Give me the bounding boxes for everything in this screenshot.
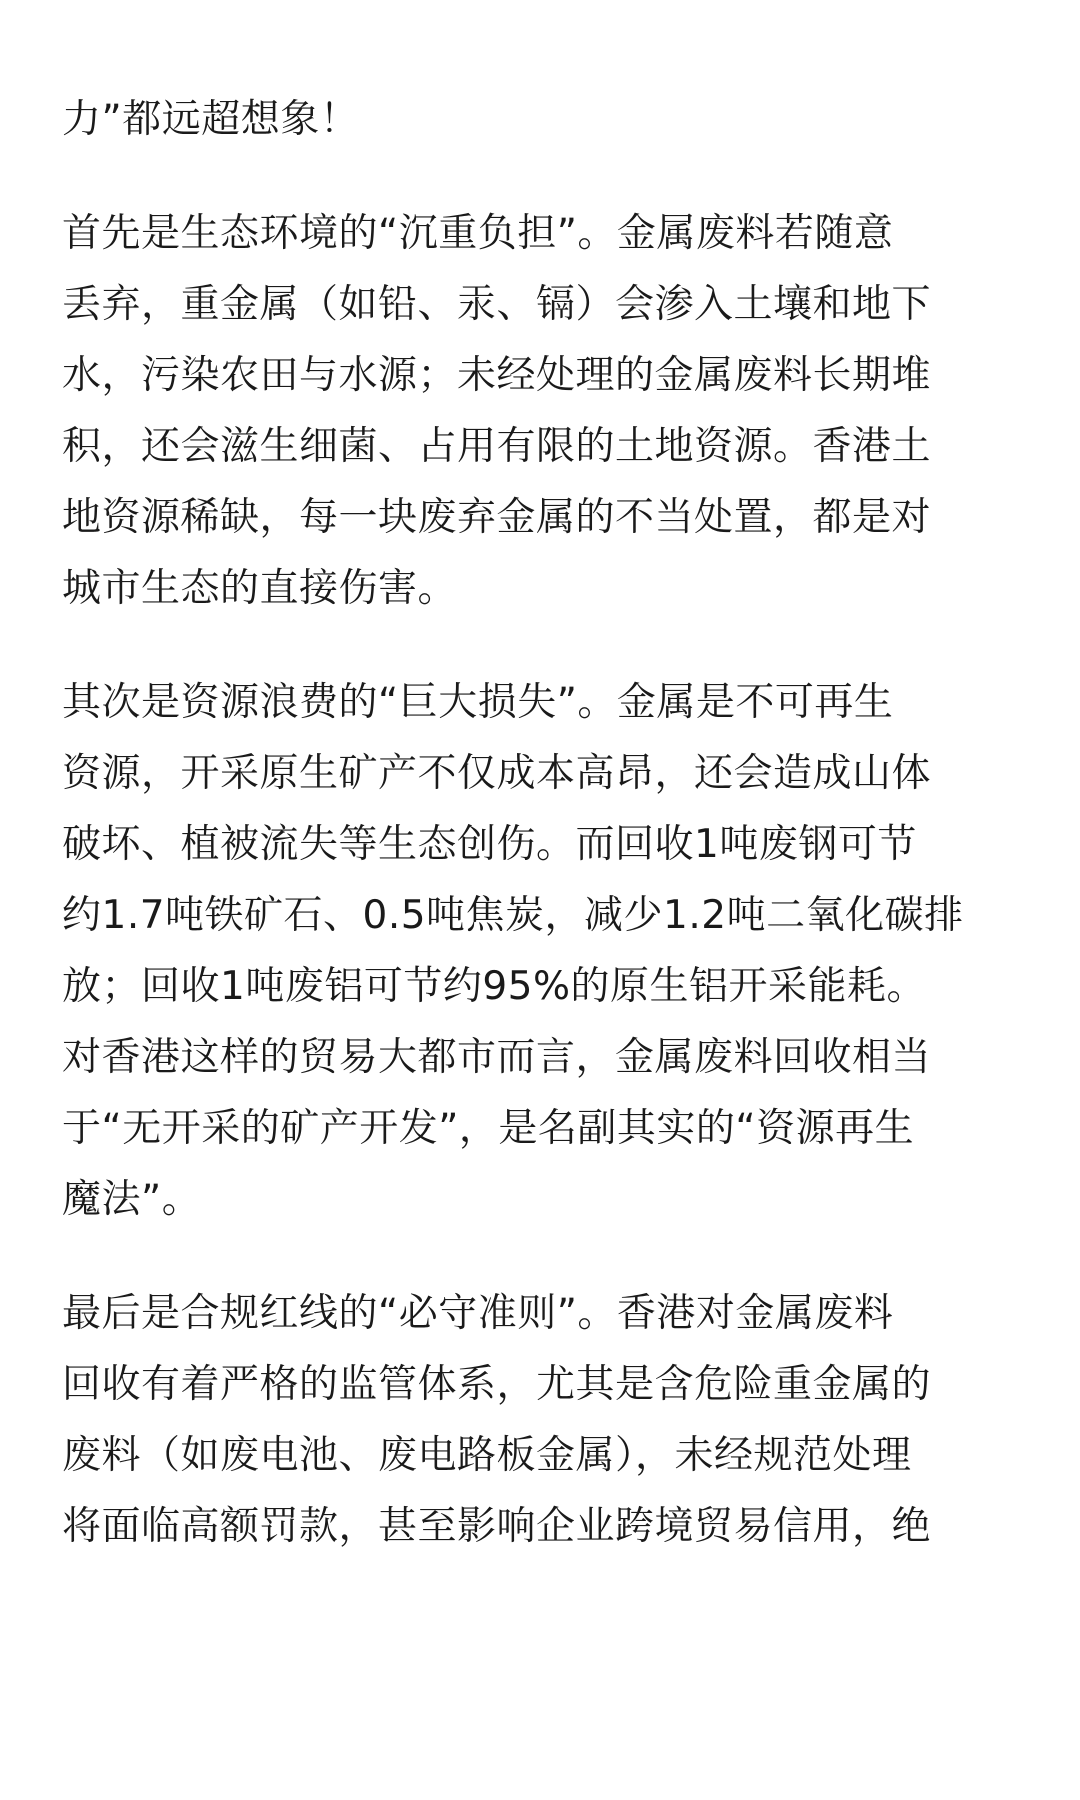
text-line: 约1.7吨铁矿石、0.5吨焦炭，减少1.2吨二氧化碳排 xyxy=(62,893,964,938)
text-line: 水，污染农田与水源；未经处理的金属废料长期堆 xyxy=(62,353,932,398)
text-line: 将面临高额罚款，甚至影响企业跨境贸易信用，绝 xyxy=(62,1504,932,1549)
text-line: 破坏、植被流失等生态创伤。而回收1吨废钢可节 xyxy=(62,822,917,867)
resource-paragraph xyxy=(62,667,1020,1235)
text-line: 资源，开采原生矿产不仅成本高昂，还会造成山体 xyxy=(62,751,932,796)
text-line: 丢弃，重金属（如铅、汞、镉）会渗入土壤和地下 xyxy=(62,282,932,327)
text-line: 最后是合规红线的“必守准则”。香港对金属废料 xyxy=(62,1291,894,1336)
compliance-paragraph xyxy=(62,1278,1020,1562)
text-line: 城市生态的直接伤害。 xyxy=(62,566,458,611)
text-line: 首先是生态环境的“沉重负担”。金属废料若随意 xyxy=(62,211,894,256)
text-line: 放；回收1吨废铝可节约95%的原生铝开采能耗。 xyxy=(62,964,926,1009)
text-line: 积，还会滋生细菌、占用有限的土地资源。香港土 xyxy=(62,424,932,469)
intro-paragraph xyxy=(62,84,1020,155)
text-line: 魔法”。 xyxy=(62,1177,202,1222)
environment-paragraph xyxy=(62,198,1020,624)
text-line: 于“无开采的矿产开发”，是名副其实的“资源再生 xyxy=(62,1106,915,1151)
text-line: 力”都远超想象！ xyxy=(62,97,360,142)
text-line: 其次是资源浪费的“巨大损失”。金属是不可再生 xyxy=(62,680,894,725)
text-line: 废料（如废电池、废电路板金属），未经规范处理 xyxy=(62,1433,912,1478)
article-body xyxy=(62,84,1020,1605)
text-line: 回收有着严格的监管体系，尤其是含危险重金属的 xyxy=(62,1362,932,1407)
text-line: 对香港这样的贸易大都市而言，金属废料回收相当 xyxy=(62,1035,932,1080)
text-line: 地资源稀缺，每一块废弃金属的不当处置，都是对 xyxy=(62,495,932,540)
